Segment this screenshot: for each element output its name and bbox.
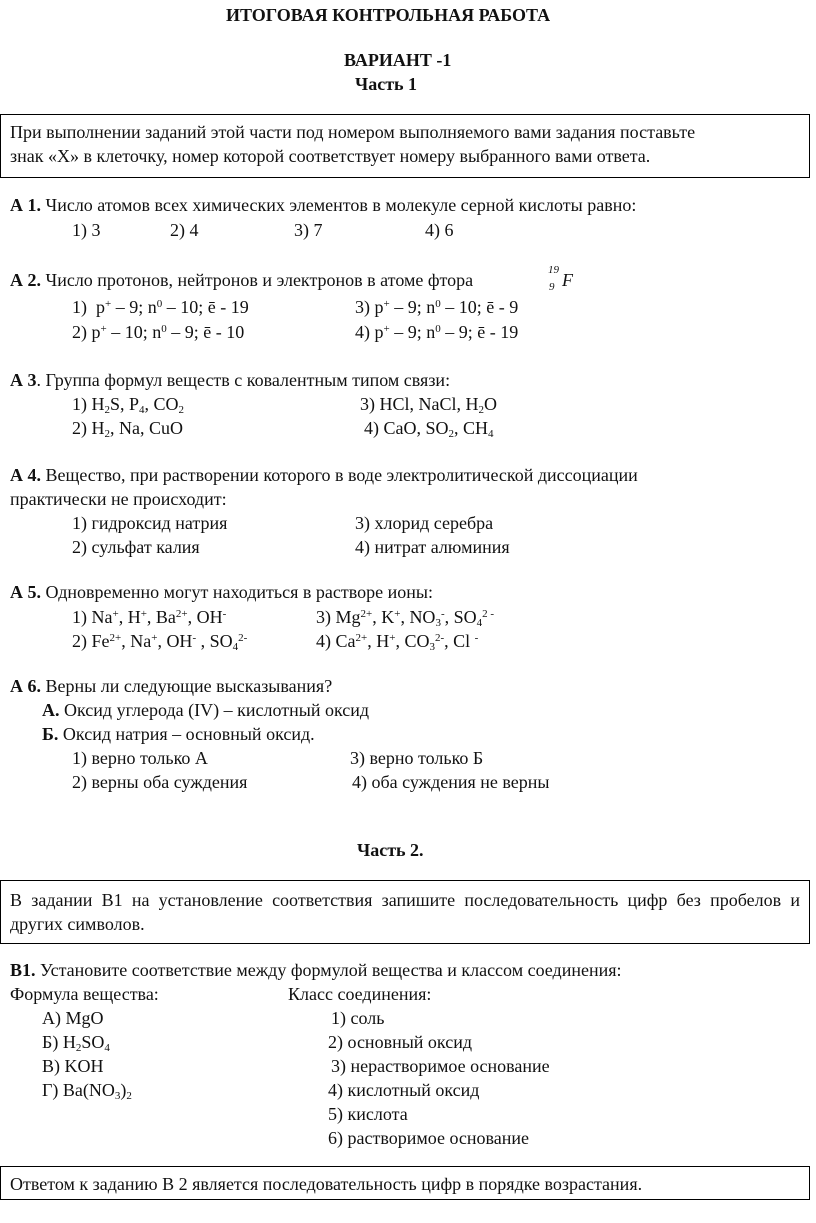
a4-option-2: 2) сульфат калия bbox=[72, 537, 200, 557]
part2-heading: Часть 2. bbox=[357, 840, 424, 860]
a3-option-2: 2) $H_2$, Na, CuO bbox=[72, 418, 183, 440]
a5-option-1: 1) Na+, H+, $Ba^{2+}$, OH- bbox=[72, 607, 227, 627]
a3-option-3: 3) HCl, NaCl, $H_2O$ bbox=[360, 394, 497, 416]
question-a6-label: А 6. bbox=[10, 676, 41, 696]
b1-formula-g: Г) $Ba(NO_3)_2$ bbox=[42, 1080, 132, 1102]
a5-option-2: 2) $Fe^{2+}$, Na+, OH- , $SO_4^{2-}$ bbox=[72, 631, 248, 653]
a6-option-2: 2) верны оба суждения bbox=[72, 772, 248, 792]
a6-option-3: 3) верно только Б bbox=[350, 748, 484, 768]
b1-formula-b: Б) $H_2SO_4$ bbox=[42, 1032, 110, 1054]
a6-statement-b bbox=[42, 725, 315, 743]
variant-heading: ВАРИАНТ -1 bbox=[344, 50, 452, 70]
a6-statement-b-label: Б. bbox=[42, 724, 59, 744]
a2-option-1: 1) p+ – 9; $n^0 - 10$; ē - 19 bbox=[72, 297, 249, 317]
a1-option-1: 1) 3 bbox=[72, 220, 101, 240]
b1-class-1: 1) соль bbox=[331, 1008, 385, 1028]
a2-option-2: 2) p+ – 10; $n^0 - 9$; ē - 10 bbox=[72, 322, 245, 342]
question-a4-text-line1: Вещество, при растворении которого в воде электролитической диссоциации bbox=[45, 465, 638, 485]
part1-instruction-line2: знак «Х» в клеточку, номер которой соответствует номеру выбранного вами ответа. bbox=[10, 146, 651, 166]
question-a1-label: А 1. bbox=[10, 195, 41, 215]
a6-option-4: 4) оба суждения не верны bbox=[352, 772, 550, 792]
a5-option-4: 4) $Ca^{2+}$, H+, $CO_3^{2-}$, Cl - bbox=[316, 631, 479, 653]
b1-class-6: 6) растворимое основание bbox=[328, 1128, 530, 1148]
b1-formula-a: А) MgO bbox=[42, 1008, 104, 1028]
question-b1 bbox=[10, 961, 622, 979]
b1-formula-v: В) KOH bbox=[42, 1056, 104, 1076]
a6-option-1: 1) верно только А bbox=[72, 748, 208, 768]
a4-option-1: 1) гидроксид натрия bbox=[72, 513, 228, 533]
a6-statement-a-text: Оксид углерода (IV) – кислотный оксид bbox=[64, 700, 370, 720]
a6-statement-b-text: Оксид натрия – основный оксид. bbox=[62, 724, 315, 744]
a2-option-4: 4) p+ – 9; $n^0 - 9$; ē - 19 bbox=[355, 322, 519, 342]
a1-option-4: 4) 6 bbox=[425, 220, 454, 240]
question-a6-text: Верны ли следующие высказывания? bbox=[45, 676, 333, 696]
question-a2-text: Число протонов, нейтронов и электронов в атоме фтора bbox=[45, 270, 474, 290]
b2-instruction-text: Ответом к заданию В 2 является последовательность цифр в порядке возрастания. bbox=[10, 1174, 643, 1194]
question-a1 bbox=[10, 196, 636, 214]
a4-option-4: 4) нитрат алюминия bbox=[355, 537, 510, 557]
question-a2 bbox=[10, 271, 473, 289]
question-a3-label: А 3 bbox=[10, 370, 37, 390]
b1-class-2: 2) основный оксид bbox=[328, 1032, 472, 1052]
a4-option-3: 3) хлорид серебра bbox=[355, 513, 494, 533]
question-b1-label: В1. bbox=[10, 960, 36, 980]
a2-option-3: 3) p+ – 9; $n^0 - 10$; ē - 9 bbox=[355, 297, 519, 317]
a5-option-3: 3) $Mg^{2+}$, K+, $NO_3^-$, $SO_4^{2 -}$ bbox=[316, 607, 495, 629]
question-a5 bbox=[10, 583, 433, 601]
fluorine-symbol: F bbox=[562, 270, 573, 290]
question-a4-text-line2: практически не происходит: bbox=[10, 489, 227, 509]
a6-statement-a-label: А. bbox=[42, 700, 60, 720]
question-a5-label: А 5. bbox=[10, 582, 41, 602]
b1-class-column-header: Класс соединения: bbox=[288, 984, 432, 1004]
question-b1-text: Установите соответствие между формулой вещества и классом соединения: bbox=[40, 960, 622, 980]
part1-heading: Часть 1 bbox=[355, 74, 418, 94]
question-a6 bbox=[10, 677, 332, 695]
a3-option-1: 1) $H_2S$, $P_4$, $CO_2$ bbox=[72, 394, 185, 416]
part2-instruction-text: В задании В1 на установление соответствия запишите последовательность цифр без пробелов и других символов. bbox=[10, 890, 800, 934]
b1-class-4: 4) кислотный оксид bbox=[328, 1080, 480, 1100]
question-a3-text: . Группа формул веществ с ковалентным типом связи: bbox=[36, 370, 451, 390]
fluorine-atomic-number: 9 bbox=[549, 281, 555, 293]
question-a3 bbox=[10, 371, 450, 389]
part1-instruction-line1: При выполнении заданий этой части под номером выполняемого вами задания поставьте bbox=[10, 122, 696, 142]
a3-option-4: 4) CaO, $SO_2$, $CH_4$ bbox=[364, 418, 494, 440]
fluorine-mass-number: 19 bbox=[548, 264, 559, 276]
question-a4 bbox=[10, 466, 638, 484]
a1-option-2: 2) 4 bbox=[170, 220, 199, 240]
question-a1-text: Число атомов всех химических элементов в молекуле серной кислоты равно: bbox=[45, 195, 637, 215]
question-a2-label: А 2. bbox=[10, 270, 41, 290]
b1-class-3: 3) нерастворимое основание bbox=[331, 1056, 550, 1076]
page-title: ИТОГОВАЯ КОНТРОЛЬНАЯ РАБОТА bbox=[226, 5, 551, 25]
question-a5-text: Одновременно могут находиться в растворе ионы: bbox=[45, 582, 433, 602]
a1-option-3: 3) 7 bbox=[294, 220, 323, 240]
b1-formula-column-header: Формула вещества: bbox=[10, 984, 159, 1004]
question-a4-label: А 4. bbox=[10, 465, 41, 485]
a6-statement-a bbox=[42, 701, 369, 719]
b1-class-5: 5) кислота bbox=[328, 1104, 408, 1124]
